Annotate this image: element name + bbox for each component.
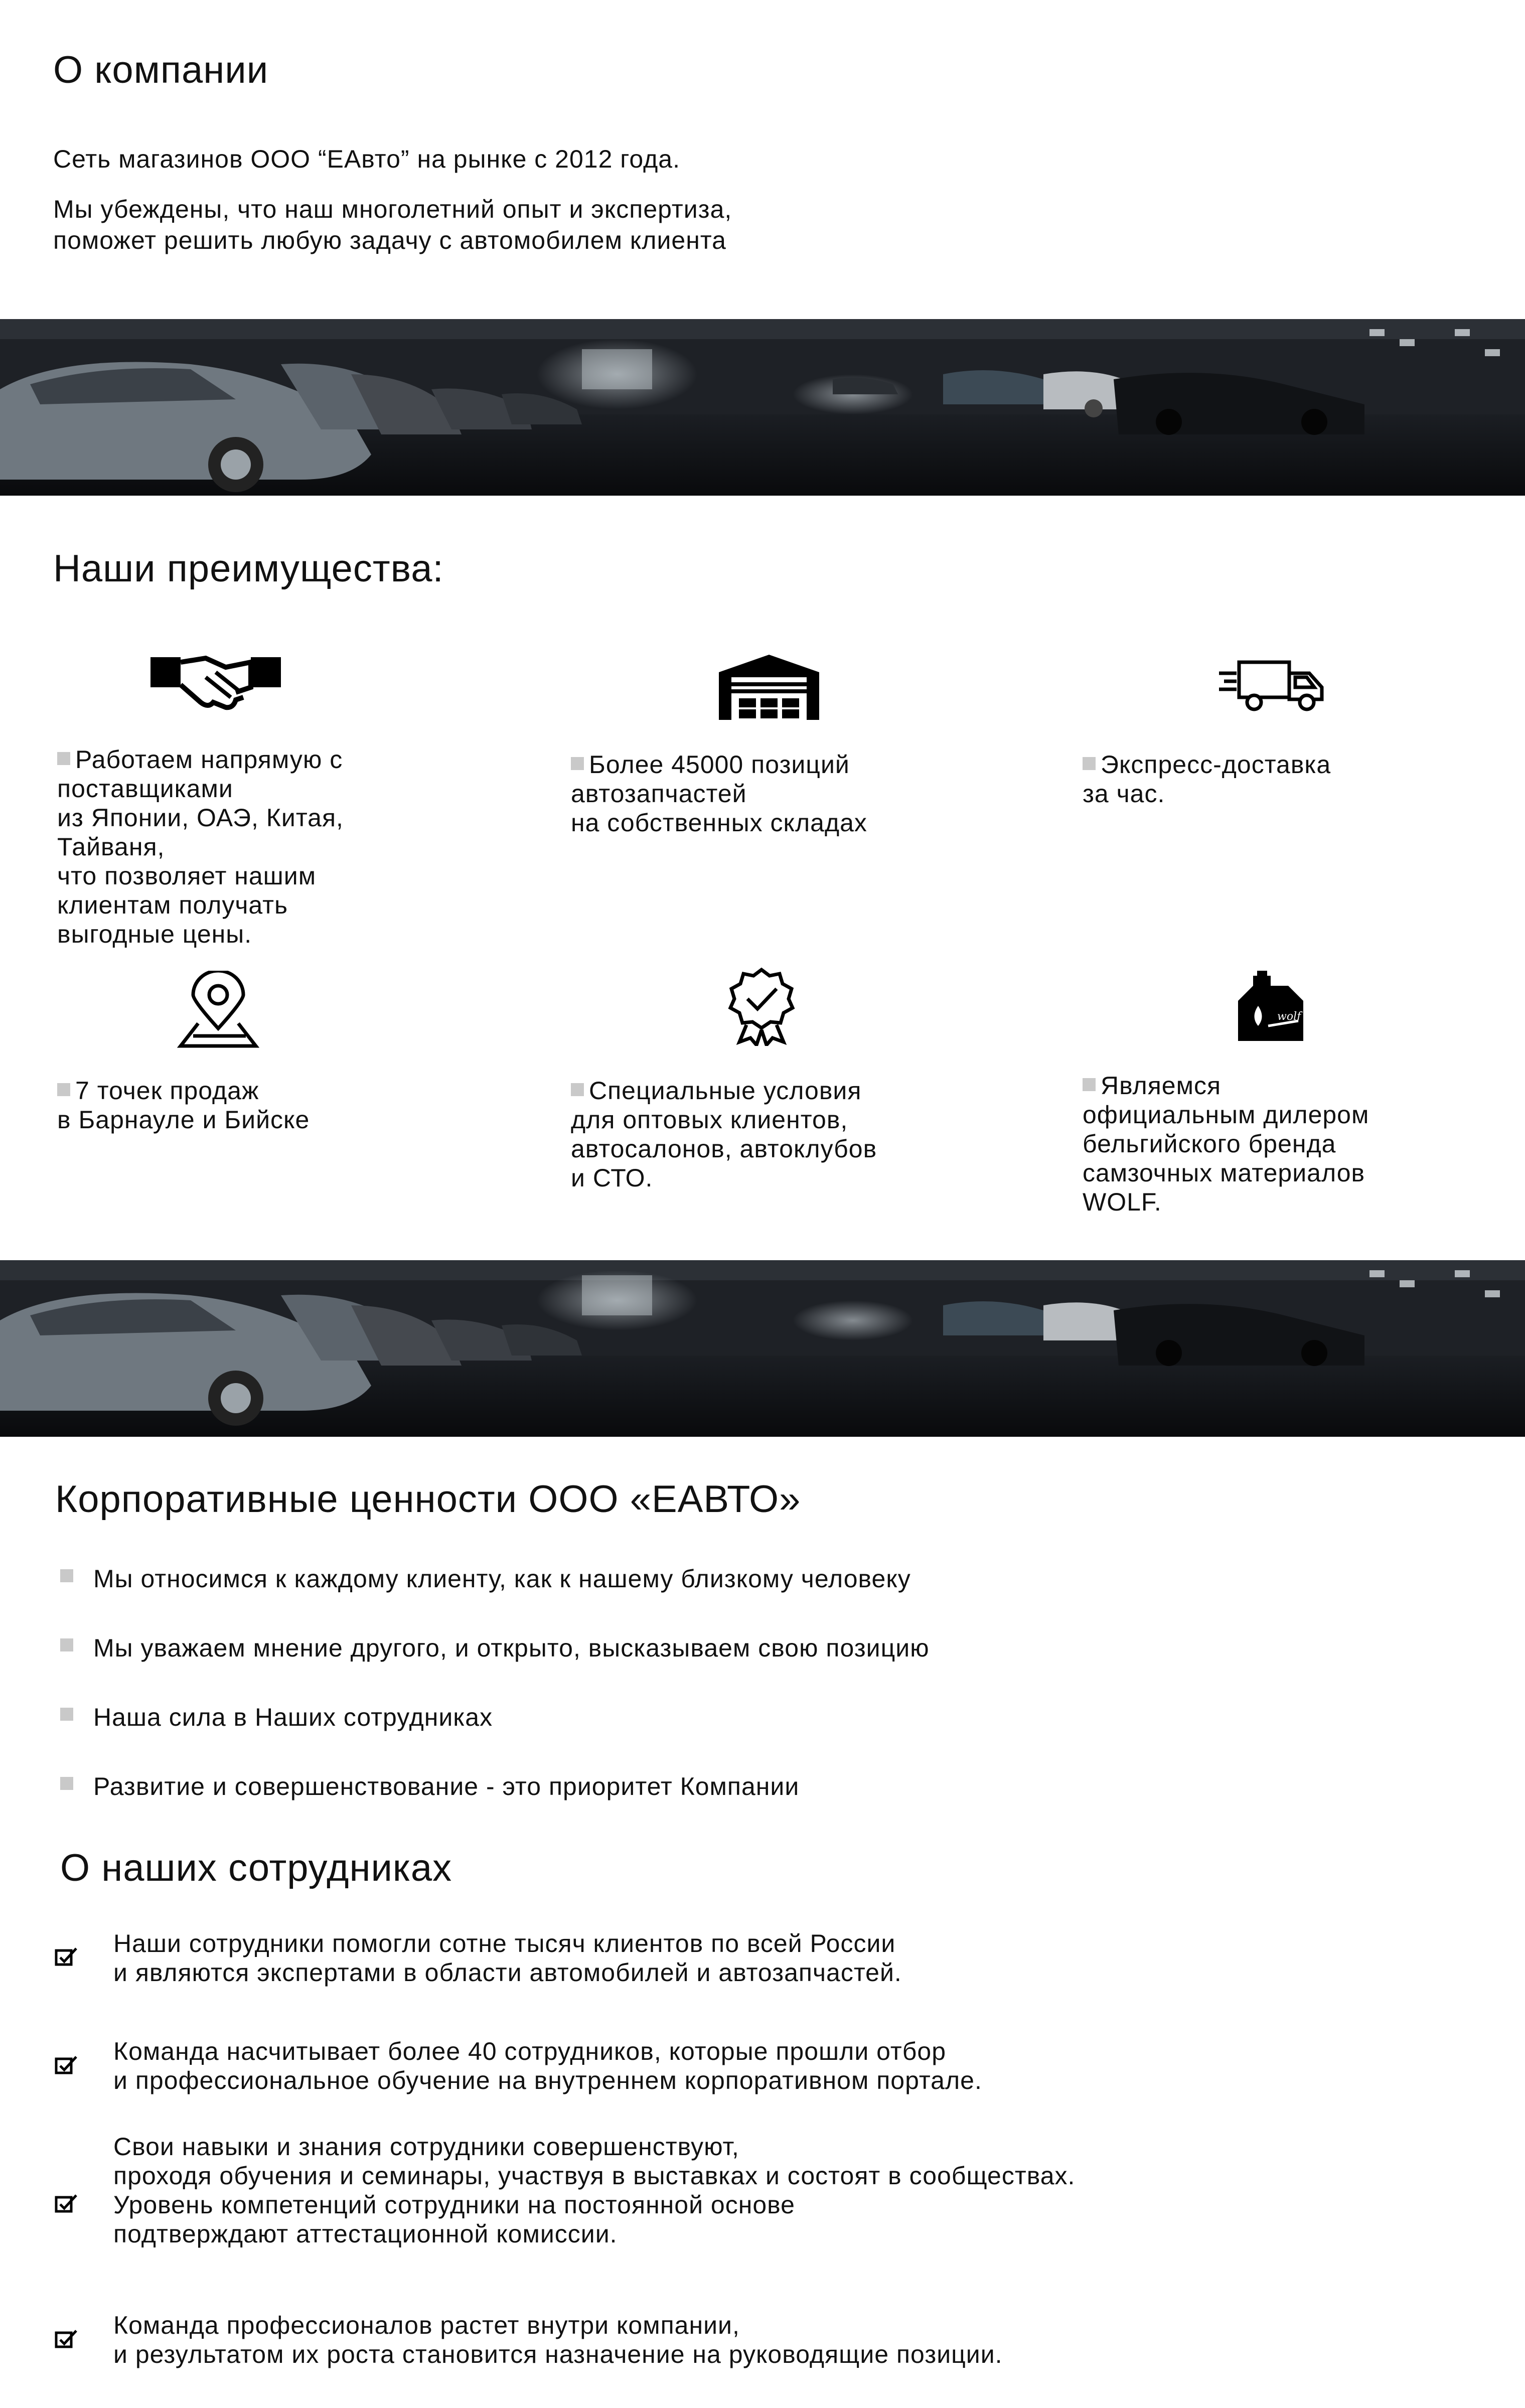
bullet-square [57,1083,70,1096]
employee-fact-3: Свои навыки и знания сотрудники совершенствуют, проходя обучения и семинары, участвуя в выставках и состоят в сообществах. Уровень компетенций сотрудники на постоянной основе подтверждают аттестационной комиссии. [113,2133,1076,2248]
checkbox-check-icon [54,2328,79,2350]
map-pin-icon [171,971,266,1051]
svg-text:wolf: wolf [1277,1010,1301,1023]
checkbox-check-icon [54,2054,79,2076]
checkbox-check-icon [54,2192,79,2214]
checkbox-check-icon [54,1945,79,1968]
advantage-warehouse-stock: Более 45000 позиций автозапчастей на собственных складах [571,750,867,837]
advantage-wolf-dealer: Являемся официальным дилером бельгийского бренда самзочных материалов WOLF. [1083,1072,1369,1216]
warehouse-icon [716,652,822,722]
bullet-square [57,752,70,765]
advantage-wholesale-terms: Специальные условия для оптовых клиентов, автосалонов, автоклубов и СТО. [571,1077,877,1192]
value-item-2: Мы уважаем мнение другого, и открыто, высказываем свою позицию [60,1633,930,1663]
bullet-square [60,1569,73,1582]
advantage-express-delivery: Экспресс-доставка за час. [1083,750,1331,808]
advantages-title: Наши преимущества: [53,547,444,590]
bullet-square [1083,1078,1096,1091]
oil-canister-icon [1233,971,1308,1046]
about-text-2: Мы убеждены, что наш многолетний опыт и экспертиза, поможет решить любую задачу с автомобилем клиента [53,195,732,254]
advantage-direct-suppliers: Работаем напрямую с поставщиками из Японии, ОАЭ, Китая, Тайваня, что позволяет нашим клиентам получать выгодные цены. [57,745,344,948]
bullet-square [60,1708,73,1721]
bullet-square [571,1083,584,1096]
bullet-square [60,1777,73,1790]
employee-fact-2: Команда насчитывает более 40 сотрудников, которые прошли отбор и профессиональное обучение на внутреннем корпоративном портале. [113,2037,982,2094]
bullet-square [60,1638,73,1651]
employee-fact-1: Наши сотрудники помогли сотне тысяч клиентов по всей России и являются экспертами в области автомобилей и автозапчастей. [113,1929,902,1987]
values-title: Корпоративные ценности ООО «ЕАВТО» [55,1478,801,1521]
delivery-truck-icon [1219,658,1324,713]
parking-garage-image-2 [0,1260,1525,1437]
value-item-3: Наша сила в Наших сотрудниках [60,1703,493,1732]
parking-garage-image [0,319,1525,496]
employee-fact-4: Команда профессионалов растет внутри компании, и результатом их роста становится назначение на руководящие позиции. [113,2311,1003,2368]
value-item-4: Развитие и совершенствование - это приоритет Компании [60,1772,799,1801]
bullet-square [1083,757,1096,770]
parking-garage-banner [0,319,1525,496]
bullet-square [571,757,584,770]
about-text-1: Сеть магазинов ООО “ЕАвто” на рынке с 2012 года. [53,145,681,173]
about-title: О компании [53,49,269,91]
handshake-icon [150,652,281,712]
employees-title: О наших сотрудниках [60,1847,452,1889]
value-item-1: Мы относимся к каждому клиенту, как к нашему близкому человеку [60,1564,911,1593]
parking-garage-banner-2 [0,1260,1525,1437]
quality-badge-icon [721,966,802,1046]
advantage-sales-points: 7 точек продаж в Барнауле и Бийске [57,1077,310,1134]
